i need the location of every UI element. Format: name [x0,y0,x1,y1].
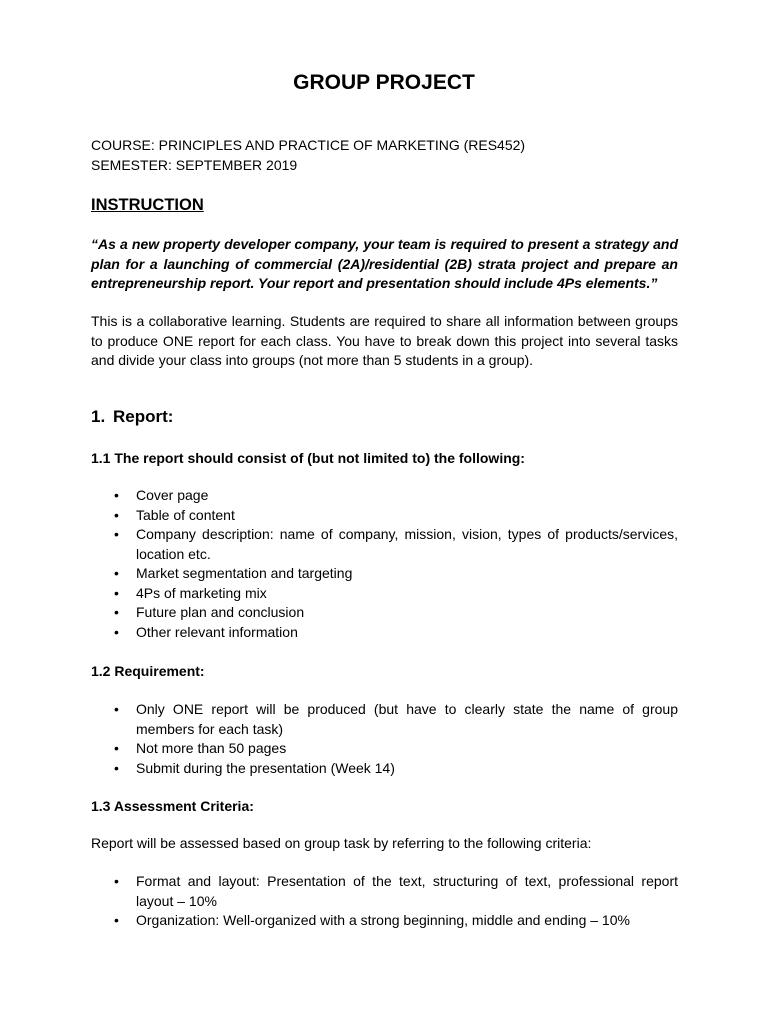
requirement-list [91,700,678,778]
subsection-1-3-heading: 1.3 Assessment Criteria: [91,798,254,814]
list-item: • Only ONE report will be produced (but have to clearly state the name of group members for each task) [91,700,678,739]
list-item: • Company description: name of company, mission, vision, types of products/services, location etc. [91,525,678,564]
instruction-heading: INSTRUCTION [91,196,204,214]
report-contents-list [91,486,678,642]
list-item: • Not more than 50 pages [91,739,678,759]
list-item: • 4Ps of marketing mix [91,584,678,604]
section-1-heading [91,407,678,427]
section-1-title: Report: [113,407,174,426]
document-title: GROUP PROJECT [293,71,475,94]
criteria-list [91,872,678,931]
list-item: • Market segmentation and targeting [91,564,678,584]
criteria-intro: Report will be assessed based on group task by referring to the following criteria: [91,835,592,851]
list-item: • Other relevant information [91,623,678,643]
list-item: • Cover page [91,486,678,506]
subsection-1-1-heading: 1.1 The report should consist of (but not limited to) the following: [91,450,525,466]
list-item: • Future plan and conclusion [91,603,678,623]
list-item: • Submit during the presentation (Week 14) [91,759,678,779]
intro-paragraph: This is a collaborative learning. Students are required to share all information between groups to produce ONE report for each class. You have to break down this project into several tasks and divide your class into groups (not more than 5 students in a group). [91,313,678,368]
list-item: • Format and layout: Presentation of the text, structuring of text, professional report layout – 10% [91,872,678,911]
course-info [91,136,678,175]
instruction-quote: “As a new property developer company, your team is required to present a strategy and plan for a launching of commercial (2A)/residential (2B) strata project and prepare an entrepreneurship report. Your report and presentation should include 4Ps elements.” [91,236,678,291]
subsection-1-2-heading: 1.2 Requirement: [91,663,205,679]
semester-line: SEMESTER: SEPTEMBER 2019 [91,156,298,173]
course-line: COURSE: PRINCIPLES AND PRACTICE OF MARKETING (RES452) [91,137,526,153]
list-item: • Organization: Well-organized with a strong beginning, middle and ending – 10% [91,911,678,931]
list-item: • Table of content [91,506,678,526]
section-1-number: 1. [91,407,106,426]
